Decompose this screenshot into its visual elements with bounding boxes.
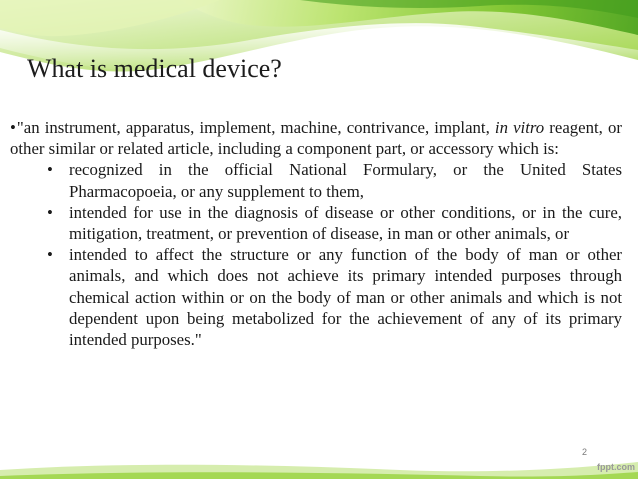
criteria-list xyxy=(10,159,622,350)
bullet-icon: • xyxy=(47,202,53,222)
definition-intro xyxy=(10,117,622,159)
watermark-logo: fppt.com xyxy=(597,462,635,472)
page-number: 2 xyxy=(582,447,588,457)
list-item-text: intended for use in the diagnosis of disease or other conditions, or in the cure, mitigation, treatment, or prevention of disease, in man or other animals, or xyxy=(69,202,622,244)
list-item-text: intended to affect the structure or any function of the body of man or other animals, and which does not achieve its primary intended purposes through chemical action within or on the body of man or other animals and which is not dependent upon being metabolized for the achievement of any of its primary intended purposes." xyxy=(69,245,622,350)
bullet-icon: • xyxy=(47,245,53,265)
list-item xyxy=(47,202,622,244)
intro-text-rest: reagent, or other similar or related article, including a component part, or accessory which is: xyxy=(10,118,622,159)
list-item xyxy=(47,244,622,350)
slide-title: What is medical device? xyxy=(27,54,282,83)
intro-text-open: "an instrument, apparatus, implement, machine, contrivance, implant, xyxy=(16,118,495,137)
slide-body xyxy=(10,117,622,350)
bullet-icon: • xyxy=(47,160,53,180)
list-item-text: recognized in the official National Formulary, or the United States Pharmacopoeia, or any supplement to them, xyxy=(69,160,622,201)
intro-text-italic: in vitro xyxy=(494,118,545,137)
list-item xyxy=(47,159,622,201)
intro-bullet: • xyxy=(10,118,16,137)
